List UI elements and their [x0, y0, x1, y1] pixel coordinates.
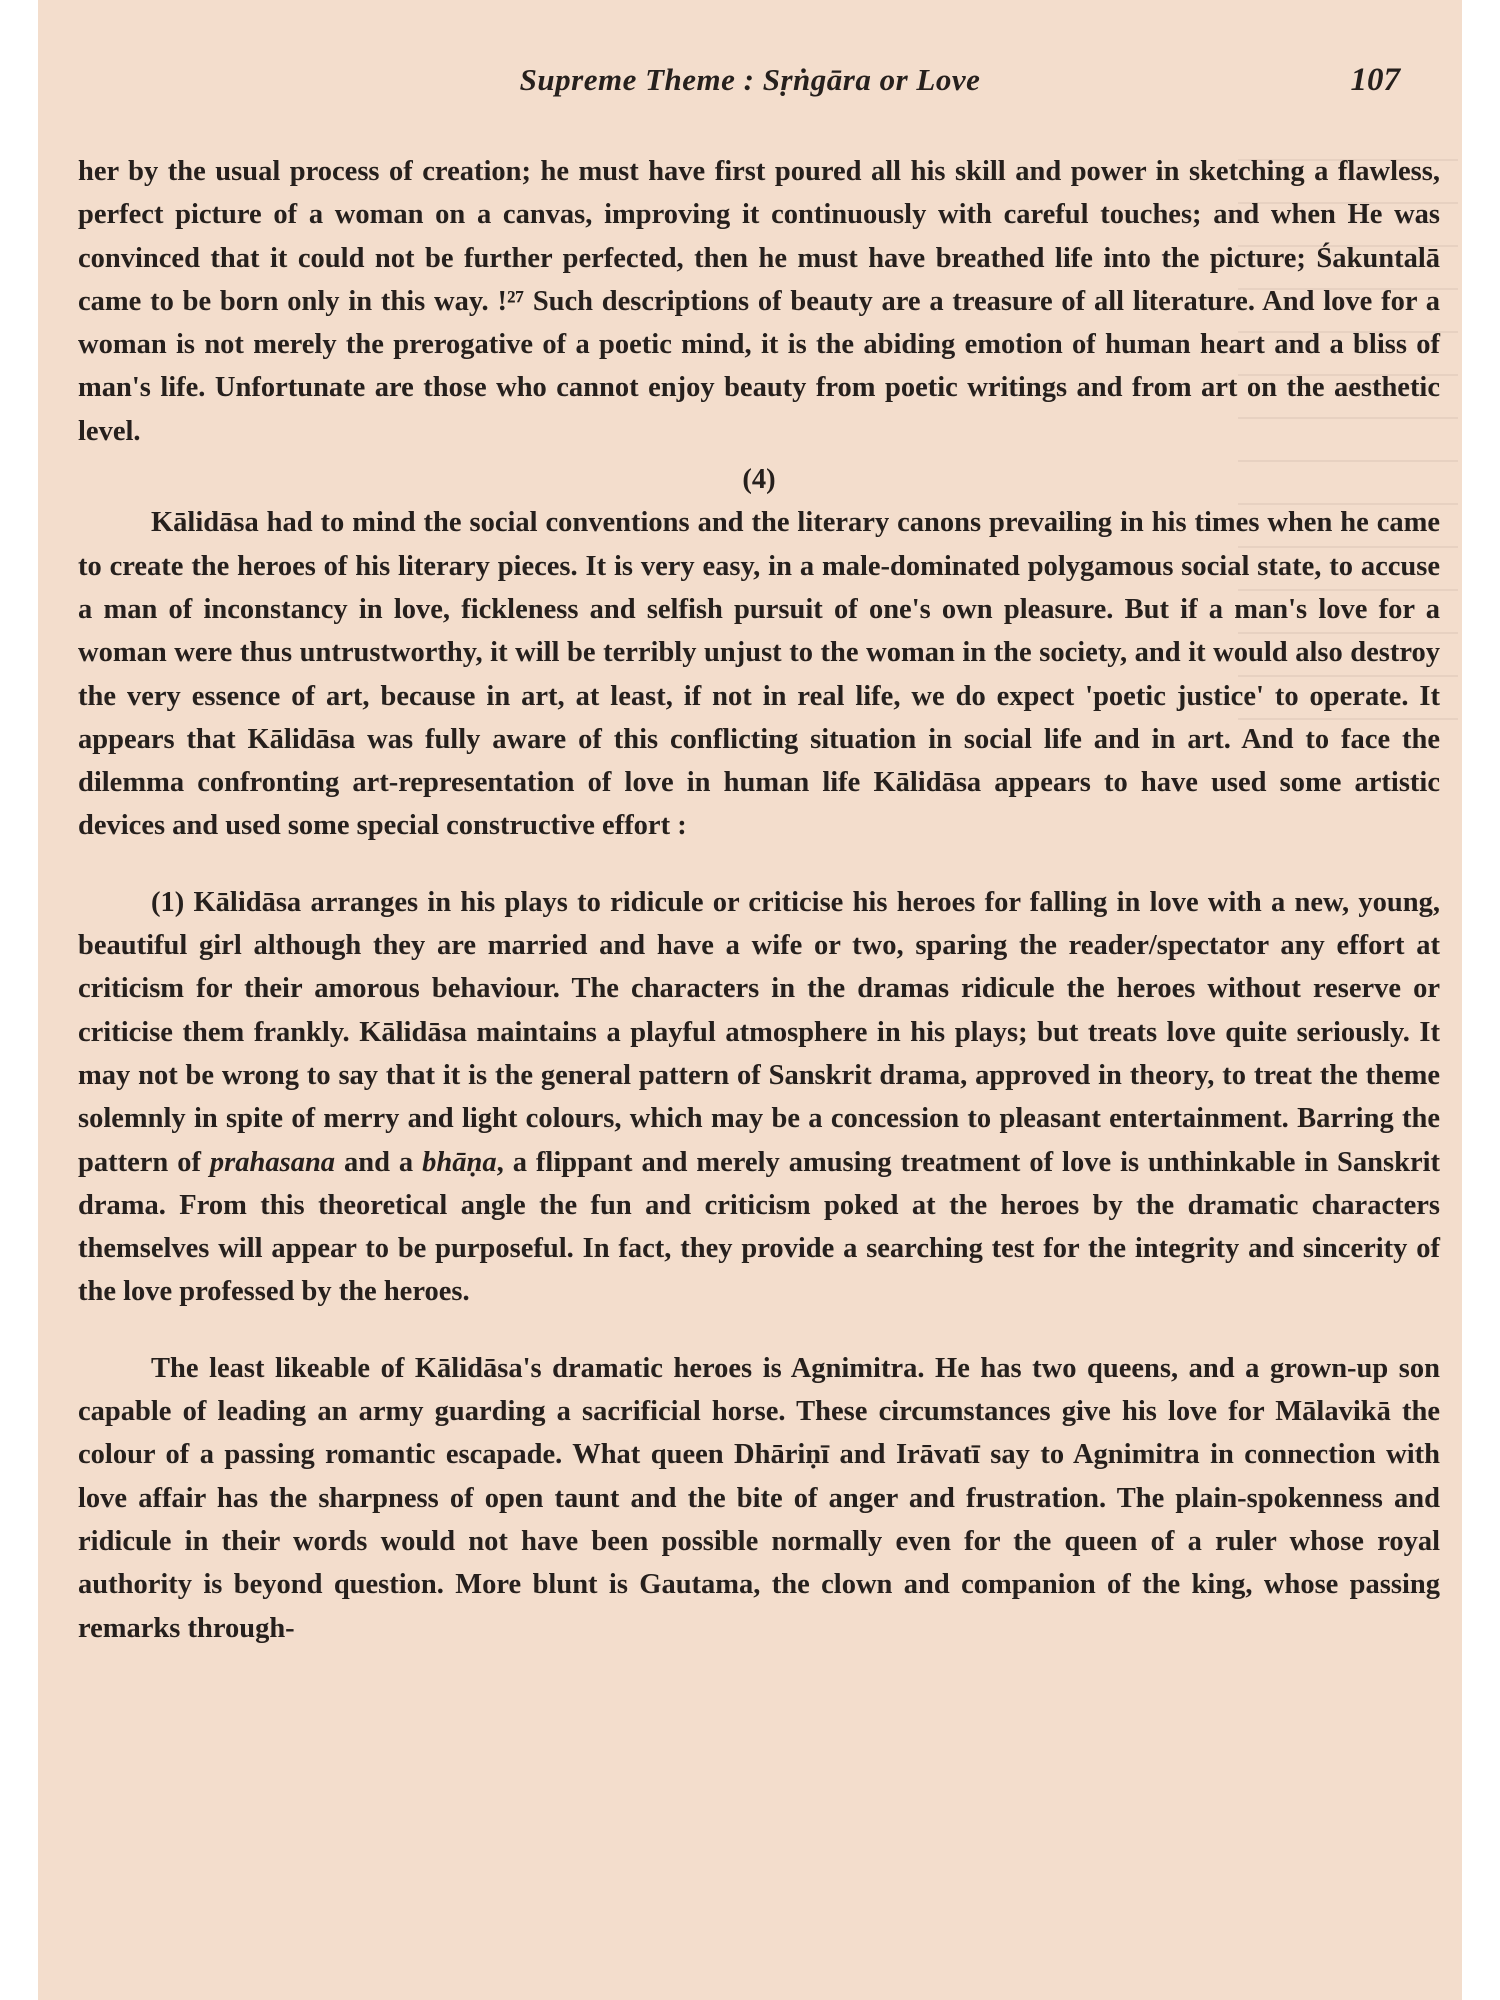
page-header	[38, 62, 1462, 112]
running-title: Supreme Theme : Sṛṅgāra or Love	[519, 62, 981, 97]
page-number: 107	[1350, 62, 1400, 98]
document-page	[38, 0, 1462, 2000]
paragraph-agnimitra: The least likeable of Kālidāsa's dramatic heroes is Agnimitra. He has two queens, and a grown-up son capable of leading an army guarding a sacrificial horse. These circumstances give his love for Mālavikā the colour of a passing romantic escapade. What queen Dhāriṇī and Irāvatī say to Agnimitra in connection with love affair has the sharpness of open taunt and the bite of anger and frustration. The plain-spokenness and ridicule in their words would not have been possible normally even for the queen of a ruler whose royal authority is beyond question. More blunt is Gautama, the clown and companion of the king, whose passing remarks through-	[78, 1352, 1440, 1644]
text-and-a: and a	[344, 1146, 414, 1178]
body-text	[78, 150, 1440, 1650]
term-bhana: bhāṇa	[422, 1146, 497, 1178]
paragraph-device-one-text: (1) Kālidāsa arranges in his plays to ridicule or criticise his heroes for falling in love with a new, young, beautiful girl although they are married and have a wife or two, sparing the reader/spectator any effort at criticism for their amorous behaviour. The characters in the dramas ridicule the heroes without reserve or criticise them frankly. Kālidāsa maintains a playful atmosphere in his plays; but treats love quite seriously. It may not be wrong to say that it is the general pattern of Sanskrit drama, approved in theory, to treat the theme solemnly in spite of merry and light colours, which may be a concession to pleasant entertainment. Barring the pattern of	[78, 886, 1440, 1178]
paragraph-device-one-rest: , a flippant and merely amusing treatment of love is unthinkable in Sanskrit drama. From this theoretical angle the fun and criticism poked at the heroes by the dramatic characters themselves will appear to be purposeful. In fact, they provide a searching test for the integrity and sincerity of the love professed by the heroes.	[78, 1146, 1441, 1308]
paragraph-device-one	[78, 881, 1440, 1314]
term-prahasana: prahasana	[209, 1146, 336, 1178]
section-number: (4)	[742, 464, 776, 496]
paragraph-continued: her by the usual process of creation; he must have first poured all his skill and power in sketching a flawless, perfect picture of a woman on a canvas, improving it continuously with careful touches; and when He was convinced that it could not be further perfected, then he must have breathed life into the picture; Śakuntalā came to be born only in this way. !²⁷ Such descriptions of beauty are a treasure of all literature. And love for a woman is not merely the prerogative of a poetic mind, it is the abiding emotion of human heart and a bliss of man's life. Unfortunate are those who cannot enjoy beauty from poetic writings and from art on the aesthetic level.	[78, 156, 1440, 447]
paragraph-social-conventions: Kālidāsa had to mind the social conventions and the literary canons prevailing in his times when he came to create the heroes of his literary pieces. It is very easy, in a male-dominated polygamous social state, to accuse a man of inconstancy in love, fickleness and selfish pursuit of one's own pleasure. But if a man's love for a woman were thus untrustworthy, it will be terribly unjust to the woman in the society, and it would also destroy the very essence of art, because in art, at least, if not in real life, we do expect 'poetic justice' to operate. It appears that Kālidāsa was fully aware of this conflicting situation in social life and in art. And to face the dilemma confronting art-representation of love in human life Kālidāsa appears to have used some artistic devices and used some special constructive effort :	[78, 507, 1440, 842]
